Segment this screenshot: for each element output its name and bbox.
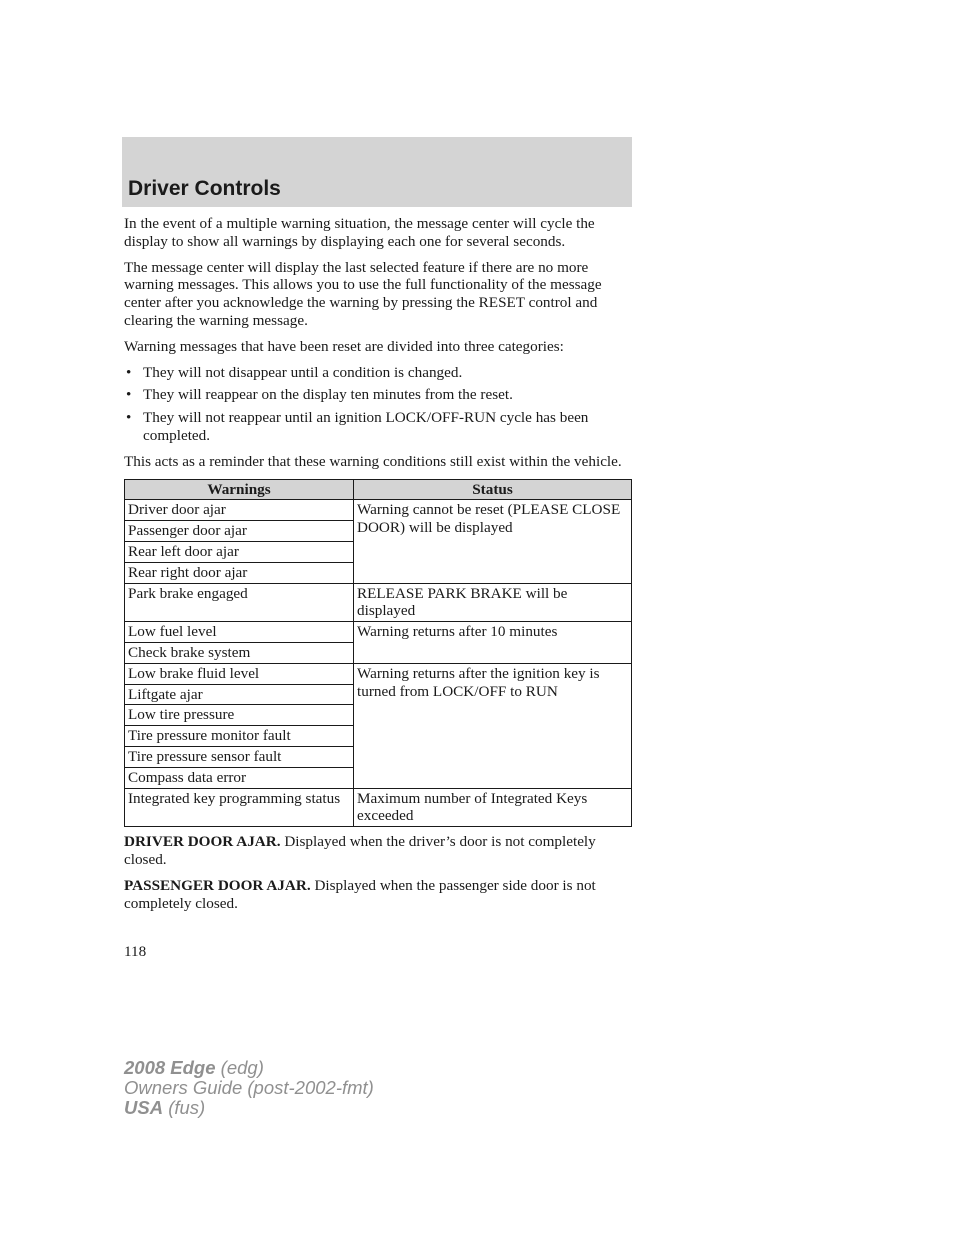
footer-market-code: (fus) [163, 1097, 206, 1118]
footer-line-market [124, 1098, 374, 1118]
table-row [125, 583, 632, 622]
status-cell: Maximum number of Integrated Keys exceeded [354, 788, 632, 827]
status-cell: Warning cannot be reset (PLEASE CLOSE DOOR) will be displayed [354, 500, 632, 583]
warning-cell: Rear right door ajar [125, 562, 354, 583]
page-number: 118 [124, 943, 147, 960]
warning-cell: Compass data error [125, 767, 354, 788]
table-row [125, 500, 632, 521]
footer-line-guide: Owners Guide (post-2002-fmt) [124, 1077, 374, 1098]
warning-cell: Low fuel level [125, 622, 354, 643]
bullet-icon: • [126, 386, 132, 404]
section-title: Driver Controls [128, 177, 281, 200]
warning-cell: Passenger door ajar [125, 521, 354, 542]
footer-model-code: (edg) [215, 1057, 264, 1078]
table-row [125, 663, 632, 684]
bullet-icon: • [126, 409, 132, 427]
paragraph-reminder: This acts as a reminder that these warning conditions still exist within the vehicle. [124, 452, 622, 470]
document-footer [124, 1058, 374, 1118]
warnings-table [124, 479, 632, 828]
warning-cell: Low brake fluid level [125, 663, 354, 684]
status-cell: Warning returns after 10 minutes [354, 622, 632, 664]
warning-cell: Rear left door ajar [125, 541, 354, 562]
warning-cell: Low tire pressure [125, 705, 354, 726]
list-item [124, 409, 632, 445]
column-header-warnings: Warnings [125, 479, 354, 500]
definition-text: Displayed when the passenger side door is not completely closed. [124, 876, 596, 912]
list-item-text: They will reappear on the display ten minutes from the reset. [143, 386, 513, 404]
definition-driver-door-ajar [124, 833, 632, 869]
category-list [124, 364, 632, 445]
definition-passenger-door-ajar [124, 877, 632, 913]
definition-term: DRIVER DOOR AJAR. [124, 833, 281, 851]
column-header-status: Status [354, 479, 632, 500]
paragraph-categories-intro: Warning messages that have been reset are divided into three categories: [124, 337, 564, 355]
definition-text: Displayed when the driver’s door is not completely closed. [124, 833, 596, 868]
status-cell: Warning returns after the ignition key is turned from LOCK/OFF to RUN [354, 663, 632, 788]
warning-cell: Check brake system [125, 642, 354, 663]
warning-cell: Park brake engaged [125, 583, 354, 622]
list-item-text: They will not reappear until an ignition LOCK/OFF-RUN cycle has been completed. [143, 409, 589, 444]
footer-market: USA [124, 1097, 164, 1118]
paragraph-multiple-warnings: In the event of a multiple warning situation, the message center will cycle the display to show all warnings by displaying each one for several seconds. [124, 215, 595, 250]
list-item [124, 364, 632, 382]
bullet-icon: • [126, 363, 132, 381]
footer-line-model [124, 1058, 374, 1078]
warning-cell: Liftgate ajar [125, 684, 354, 705]
page-content [124, 215, 632, 920]
status-cell: RELEASE PARK BRAKE will be displayed [354, 583, 632, 622]
list-item [124, 386, 632, 404]
warning-cell: Driver door ajar [125, 500, 354, 521]
table-row [125, 622, 632, 643]
paragraph-last-feature: The message center will display the last selected feature if there are no more warning messages. This allows you to use the full functionality of the message center after you acknowledge the warning by pressing the RESET control and clearing the warning message. [124, 258, 602, 329]
warning-cell: Tire pressure sensor fault [125, 746, 354, 767]
footer-model: 2008 Edge [124, 1057, 216, 1078]
definition-term: PASSENGER DOOR AJAR. [124, 876, 311, 894]
section-header-band [122, 137, 632, 207]
table-header-row [125, 479, 632, 500]
list-item-text: They will not disappear until a condition is changed. [143, 363, 463, 381]
warning-cell: Integrated key programming status [125, 788, 354, 827]
table-row [125, 788, 632, 827]
warning-cell: Tire pressure monitor fault [125, 726, 354, 747]
